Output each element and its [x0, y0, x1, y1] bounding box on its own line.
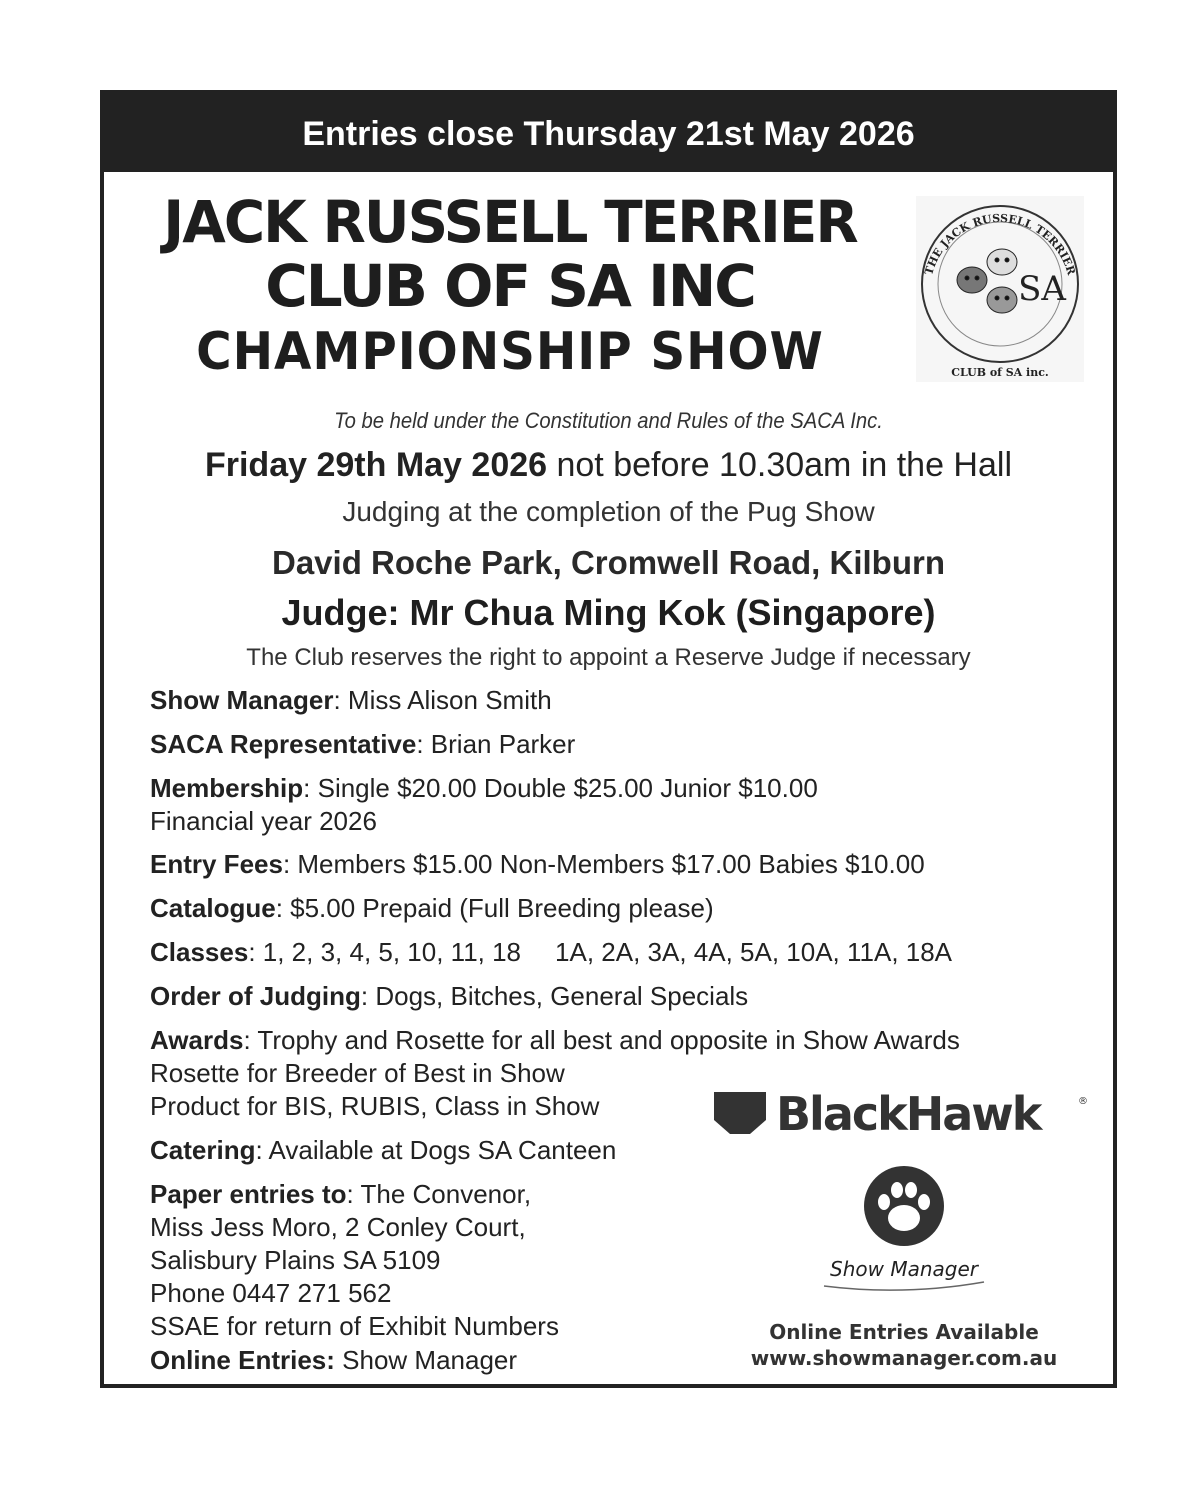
- svg-text:®: ®: [1078, 1096, 1088, 1107]
- logo-caption: CLUB of SA inc.: [951, 366, 1049, 379]
- show-manager-logo: [804, 1162, 1004, 1302]
- catalogue-line: Catalogue: $5.00 Prepaid (Full Breeding please): [150, 893, 714, 923]
- saca-rep-line: SACA Representative: Brian Parker: [150, 729, 576, 759]
- entries-close-banner: Entries close Thursday 21st May 2026: [104, 94, 1113, 172]
- show-manager-line: Show Manager: Miss Alison Smith: [150, 685, 552, 715]
- logo-monogram: SA: [1018, 269, 1066, 309]
- judge: Judge: Mr Chua Ming Kok (Singapore): [281, 592, 936, 633]
- show-date: [104, 446, 1113, 485]
- membership-line: Membership: Single $20.00 Double $25.00 Junior $10.00 Financial year 2026: [150, 773, 818, 836]
- blackhawk-wordmark: BlackHawk: [776, 1087, 1041, 1140]
- club-title-line1: JACK RUSSELL TERRIER: [163, 188, 857, 256]
- venue: David Roche Park, Cromwell Road, Kilburn: [272, 544, 945, 581]
- club-logo: [916, 196, 1084, 382]
- classes-line: Classes: 1, 2, 3, 4, 5, 10, 11, 18 1A, 2A, 3A, 4A, 5A, 10A, 11A, 18A: [150, 937, 953, 967]
- entry-fees-line: Entry Fees: Members $15.00 Non-Members $17.00 Babies $10.00: [150, 849, 925, 879]
- online-entries-line: Online Entries: Show Manager: [150, 1345, 518, 1375]
- logo-ring-text: THE JACK RUSSELL TERRIER: [922, 211, 1078, 277]
- show-date-rest: not before 10.30am in the Hall: [547, 446, 1013, 484]
- blackhawk-logo: [710, 1084, 1090, 1140]
- order-of-judging-line: Order of Judging: Dogs, Bitches, General Specials: [150, 981, 749, 1011]
- judging-note: Judging at the completion of the Pug Show: [342, 496, 875, 527]
- online-entries-available: Online Entries Available: [769, 1320, 1039, 1344]
- show-title: CHAMPIONSHIP SHOW: [196, 322, 824, 382]
- show-date-bold: Friday 29th May 2026: [204, 446, 548, 484]
- catering-line: Catering: Available at Dogs SA Canteen: [150, 1135, 617, 1165]
- paper-entries-block: Paper entries to: The Convenor, Miss Jess Moro, 2 Conley Court, Salisbury Plains SA 5109 Phone 0447 271 562 SSAE for return of Exhibit Numbers: [150, 1179, 559, 1341]
- club-title-line2: CLUB OF SA INC: [265, 252, 755, 320]
- show-manager-url[interactable]: www.showmanager.com.au: [750, 1346, 1058, 1370]
- rules-subtitle: To be held under the Constitution and Rules of the SACA Inc.: [334, 408, 883, 433]
- awards-line: Awards: Trophy and Rosette for all best and opposite in Show Awards Rosette for Breeder of Best in Show Product for BIS, RUBIS, Class in Show: [150, 1025, 960, 1121]
- show-manager-wordmark: Show Manager: [830, 1257, 978, 1281]
- reserve-note: The Club reserves the right to appoint a Reserve Judge if necessary: [246, 644, 971, 671]
- flyer-frame: [100, 90, 1117, 1388]
